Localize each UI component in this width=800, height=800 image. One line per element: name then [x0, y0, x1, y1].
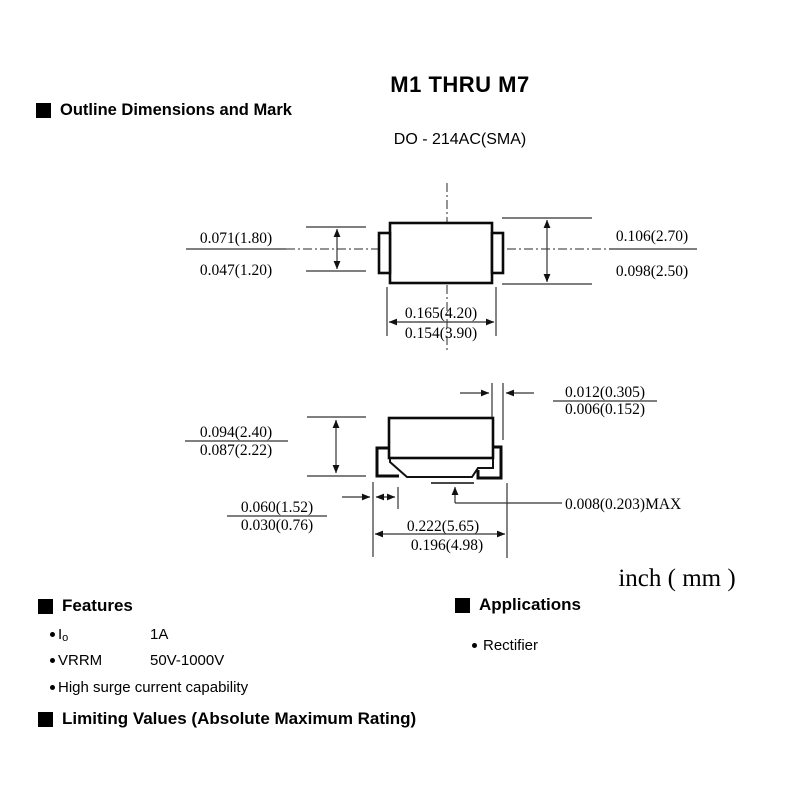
feature-term — [50, 626, 150, 643]
limiting-heading-label: Limiting Values (Absolute Maximum Rating) — [62, 709, 417, 728]
section-outline-label: Outline Dimensions and Mark — [60, 101, 292, 119]
square-bullet-icon — [455, 598, 470, 613]
dim-cap-height-min: 0.047(1.20) — [199, 262, 273, 279]
application-item — [472, 637, 538, 654]
dim-lead-thickness-min: 0.006(0.152) — [564, 401, 646, 418]
square-bullet-icon — [38, 712, 53, 727]
section-features-heading — [38, 596, 133, 616]
left-terminal-cap — [379, 233, 390, 273]
package-body-outline — [390, 223, 492, 283]
side-view-drawing — [185, 383, 681, 558]
dot-bullet-icon — [50, 685, 55, 690]
dim-side-height-max: 0.094(2.40) — [199, 424, 273, 441]
feature-value: 50V-1000V — [150, 652, 225, 670]
feature-term-label: I — [58, 625, 63, 643]
feature-term-label: High surge current capability — [58, 678, 249, 696]
top-view-drawing — [186, 183, 697, 352]
section-applications-heading — [455, 595, 581, 615]
dim-lead-thickness-max: 0.012(0.305) — [564, 384, 646, 401]
dim-foot-length-min: 0.030(0.76) — [240, 517, 314, 534]
section-limiting-heading — [38, 709, 416, 729]
features-heading-label: Features — [62, 596, 133, 615]
feature-term — [50, 652, 150, 669]
feature-row — [50, 674, 390, 701]
dim-body-length-min: 0.154(3.90) — [404, 325, 478, 342]
square-bullet-icon — [38, 599, 53, 614]
feature-value: 1A — [150, 625, 169, 643]
dim-side-height-min: 0.087(2.22) — [199, 442, 273, 459]
right-terminal-cap — [492, 233, 503, 273]
feature-row — [50, 648, 390, 675]
dim-body-height-min: 0.098(2.50) — [615, 263, 689, 280]
dim-cap-height-max: 0.071(1.80) — [199, 230, 273, 247]
units-note: inch ( mm ) — [618, 565, 736, 592]
dot-bullet-icon — [50, 658, 55, 663]
dim-body-length-max: 0.165(4.20) — [404, 305, 478, 322]
package-name: DO - 214AC(SMA) — [393, 131, 527, 148]
dot-bullet-icon — [50, 632, 55, 637]
dim-overall-width-min: 0.196(4.98) — [410, 537, 484, 554]
dot-bullet-icon — [472, 643, 477, 648]
package-body-outline — [389, 418, 493, 458]
applications-heading-label: Applications — [479, 595, 582, 614]
features-list — [50, 621, 390, 701]
feature-term-label: VRRM — [58, 652, 103, 670]
application-item-label: Rectifier — [483, 637, 539, 654]
feature-term — [50, 679, 248, 696]
dim-foot-length-max: 0.060(1.52) — [240, 499, 314, 516]
feature-term-subscript: o — [62, 632, 69, 645]
dim-body-height-max: 0.106(2.70) — [615, 228, 689, 245]
dim-overall-width-max: 0.222(5.65) — [406, 518, 480, 535]
page-title: M1 THRU M7 — [390, 72, 530, 97]
feature-row — [50, 621, 390, 648]
dim-standoff-max: 0.008(0.203)MAX — [565, 496, 682, 513]
